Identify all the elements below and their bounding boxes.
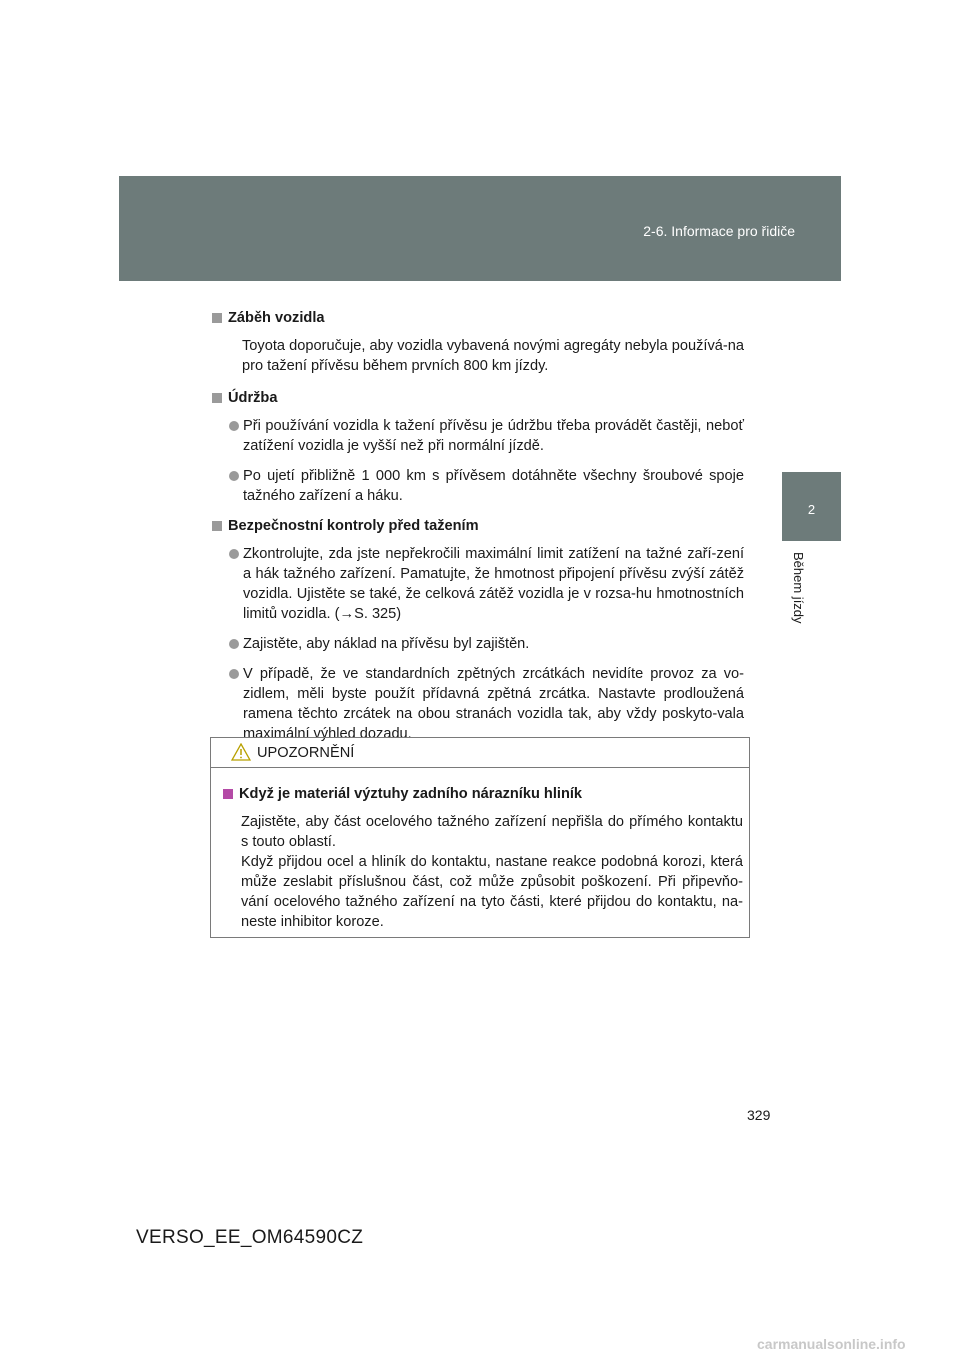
warning-box <box>210 737 750 938</box>
circle-bullet-icon <box>229 471 239 481</box>
circle-bullet-icon <box>229 639 239 649</box>
warning-body <box>211 768 749 932</box>
circle-bullet-icon <box>229 421 239 431</box>
square-bullet-icon <box>212 521 222 531</box>
warning-subheading: Když je materiál výztuhy zadního nárazníku hliník <box>223 784 743 804</box>
warning-paragraph: Když přijdou ocel a hliník do kontaktu, nastane reakce podobná korozi, která může zeslabit příslušnou část, což může způsobit poškození. Při připevňo-vání ocelového tažného zařízení na tyto části, které přijdou do kontaktu, na-neste inhibitor koroze. <box>241 854 743 930</box>
page-number: 329 <box>747 1107 771 1123</box>
document-code: VERSO_EE_OM64590CZ <box>136 1227 364 1248</box>
square-bullet-icon <box>212 393 222 403</box>
header-band <box>119 176 841 281</box>
square-bullet-icon <box>212 313 222 323</box>
section-paragraph: Toyota doporučuje, aby vozidla vybavená novými agregáty nebyla používá-na pro tažení přívěsu během prvních 800 km jízdy. <box>242 338 744 374</box>
warning-paragraph: Zajistěte, aby část ocelového tažného zařízení nepřišla do přímého kontaktu s touto oblastí. <box>241 814 743 850</box>
square-bullet-icon <box>223 789 233 799</box>
warning-triangle-icon <box>231 743 251 761</box>
list-item: Po ujetí přibližně 1 000 km s přívěsem dotáhněte všechny šroubové spoje tažného zařízení a háku. <box>229 466 744 506</box>
list-item: V případě, že ve standardních zpětných zrcátkách nevidíte provoz za vo-zidlem, měli byste použít přídavná zpětná zrcátka. Nastavte prodloužená ramena těchto zrcátek na obou stranách vozidla tak, aby vždy poskyto-vala maximální výhled dozadu. <box>229 664 744 744</box>
main-content <box>212 308 744 754</box>
section-heading: Záběh vozidla <box>212 308 744 328</box>
chapter-label: Během jízdy <box>791 552 806 624</box>
watermark: carmanualsonline.info <box>757 1336 906 1352</box>
circle-bullet-icon <box>229 549 239 559</box>
list-item: Zkontrolujte, zda jste nepřekročili maximální limit zatížení na tažné zaří-zení a hák tažného zařízení. Pamatujte, že hmotnost připojení přívěsu zvýší zátěž vozidla. Ujistěte se také, že celková zátěž vozidla je v rozsa-hu hmotnostních limitů vozidla. (→S. 325) <box>229 544 744 624</box>
section-title: 2-6. Informace pro řidiče <box>643 223 795 239</box>
list-item: Při používání vozidla k tažení přívěsu je údržbu třeba provádět častěji, neboť zatížení vozidla je vyšší než při normální jízdě. <box>229 416 744 456</box>
list-item: Zajistěte, aby náklad na přívěsu byl zajištěn. <box>229 634 744 654</box>
section-heading: Bezpečnostní kontroly před tažením <box>212 516 744 536</box>
section-heading: Údržba <box>212 388 744 408</box>
warning-title: UPOZORNĚNÍ <box>257 745 355 761</box>
chapter-tab <box>782 472 841 541</box>
circle-bullet-icon <box>229 669 239 679</box>
warning-header <box>211 738 749 768</box>
chapter-number: 2 <box>807 502 816 517</box>
